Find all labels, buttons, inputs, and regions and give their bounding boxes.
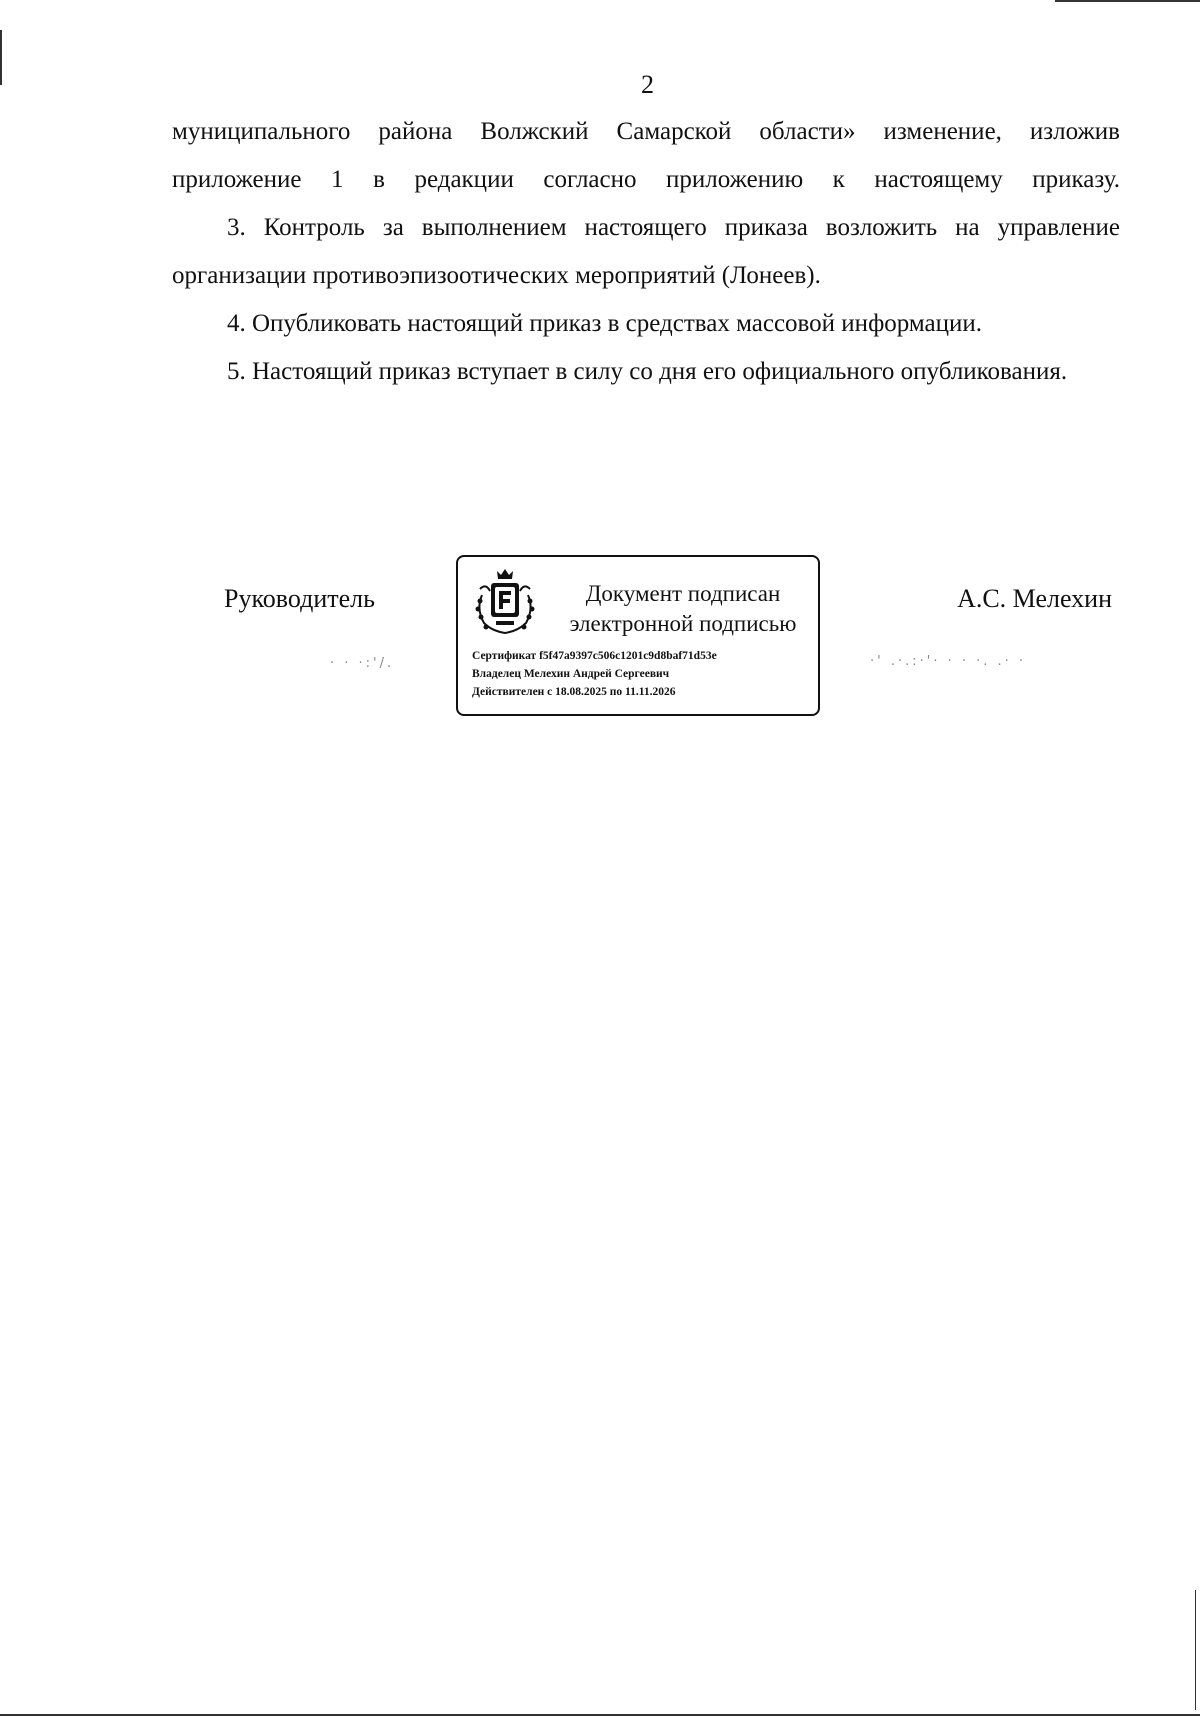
stamp-title bbox=[554, 579, 812, 639]
page-number: 2 bbox=[641, 70, 654, 99]
stamp-owner: Владелец Мелехин Андрей Сергеевич bbox=[472, 668, 670, 680]
coat-of-arms-icon bbox=[472, 565, 538, 637]
scan-noise: ·' .·.:·'· · · ·. .· · bbox=[870, 654, 1027, 669]
stamp-certificate: Сертификат f5f47a9397c506c1201c9d8baf71d53e bbox=[472, 650, 717, 662]
scan-edge-line bbox=[1195, 1590, 1196, 1710]
electronic-signature-stamp bbox=[456, 555, 820, 716]
paragraph-continuation: муниципального района Волжский Самарской области» изменение, изложив приложение 1 в редакции согласно приложению к настоящему приказу. bbox=[172, 118, 1120, 193]
signer-name: А.С. Мелехин bbox=[957, 584, 1112, 613]
paragraph-item-5: 5. Настоящий приказ вступает в силу со дня его официального опубликования. bbox=[227, 358, 1068, 385]
paragraph-item-3: 3. Контроль за выполнением настоящего приказа возложить на управление организации противоэпизоотических мероприятий (Лонеев). bbox=[172, 214, 1120, 289]
paragraph-item-4: 4. Опубликовать настоящий приказ в средствах массовой информации. bbox=[227, 310, 983, 337]
scan-noise: · · ·:'/. bbox=[330, 656, 395, 671]
signer-role: Руководитель bbox=[224, 584, 375, 613]
stamp-validity: Действителен с 18.08.2025 по 11.11.2026 bbox=[472, 686, 676, 698]
stamp-title-line-2: электронной подписью bbox=[569, 611, 797, 636]
scan-edge-line bbox=[0, 1714, 1200, 1716]
stamp-title-line-1: Документ подписан bbox=[585, 581, 781, 606]
scan-edge-line bbox=[1055, 0, 1200, 2]
stamp-details bbox=[472, 647, 812, 701]
document-body bbox=[172, 108, 1120, 396]
